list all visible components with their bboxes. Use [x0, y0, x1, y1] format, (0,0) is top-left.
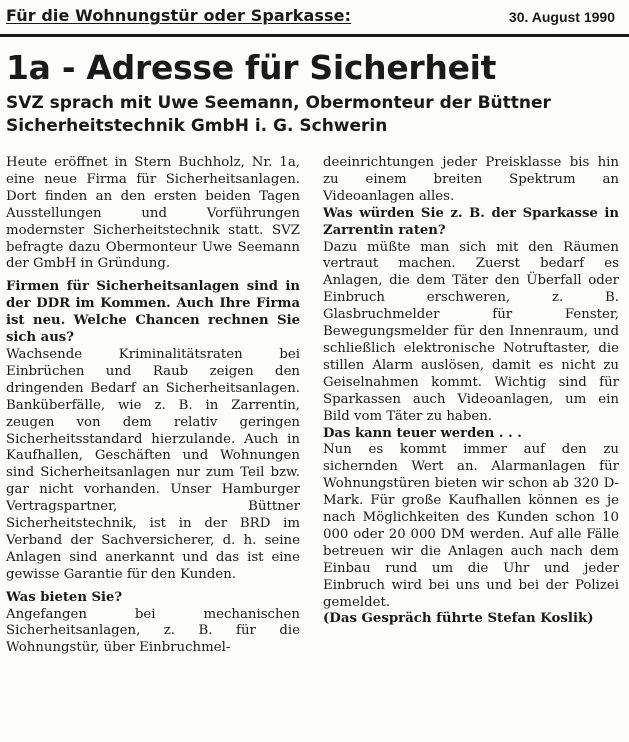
headline: 1a - Adresse für Sicherheit [6, 48, 497, 87]
answer-2-start: Angefangen bei mechanischen Sicherheitsanlagen, z. B. für die Wohnungstür, über Einbruchmel- [6, 606, 300, 656]
subhead-line-1: SVZ sprach mit Uwe Seemann, Obermonteur der Büttner [6, 93, 551, 113]
right-column [323, 155, 619, 628]
question-4: Das kann teuer werden . . . [323, 425, 522, 441]
publication-date: 30. August 1990 [508, 9, 615, 25]
header-rule [0, 34, 629, 37]
intro-paragraph: Heute eröffnet in Stern Buchholz, Nr. 1a, eine neue Firma für Sicherheitsanlagen. Dort finden an den ersten beiden Tagen Ausstellungen und Vorführungen modernster Sicherheitstechnik statt. SVZ befragte dazu Obermonteur Uwe Seemann der GmbH in Gründung. [6, 155, 300, 272]
subheadline [6, 92, 621, 138]
interview-credit: (Das Gespräch führte Stefan Koslik) [323, 611, 594, 627]
kicker-line: Für die Wohnungstür oder Sparkasse: [6, 6, 352, 25]
question-1: Firmen für Sicherheitsanlagen sind in der DDR im Kommen. Auch Ihre Firma ist neu. Welche Chancen rechnen Sie sich aus? [6, 279, 300, 346]
answer-4: Nun es kommt immer auf den zu sichernden Wert an. Alarmanlagen für Wohnungstüren bieten wir schon ab 320 D-Mark. Für große Kaufhallen können es je nach Möglichkeiten des Kunden schon 10 000 oder 20 000 DM werden. Auf alle Fälle betreuen wir die Anlagen auch nach dem Einbau rund um die Uhr und jeder Einbruch wird bei uns und bei der Polizei gemeldet. [323, 442, 619, 610]
answer-3: Dazu müßte man sich mit den Räumen vertraut machen. Zuerst bedarf es Anlagen, die dem Täter den Überfall oder Einbruch erschweren, z. B. Glasbruchmelder für Fenster, Bewegungsmelder für den Innenraum, und schließlich elektronische Notruftaster, die stillen Alarm auslösen, damit es nicht zu Geiselnahmen kommt. Wichtig sind für Sparkassen auch Videoanlagen, um ein Bild vom Täter zu haben. [323, 239, 619, 424]
question-2: Was bieten Sie? [6, 589, 123, 605]
answer-2-end: deeinrichtungen jeder Preisklasse bis hin zu einem breiten Spektrum an Videoanlagen alles. [323, 155, 619, 204]
answer-1: Wachsende Kriminalitätsraten bei Einbrüchen und Raub zeigen den dringenden Bedarf an Sicherheitsanlagen. Banküberfälle, wie z. B. in Zarrentin, zeugen von dem relativ geringen Sicherheitsstandard hierzulande. Auch in Kaufhallen, Geschäften und Wohnungen sind Sicherheitsanlagen nur zum Teil bzw. gar nicht vorhanden. Unser Hamburger Vertragspartner, Büttner Sicherheitstechnik, ist in der BRD im Verband der Sachversicherer, d. h. seine Anlagen sind anerkannt und das ist eine gewisse Garantie für den Kunden. [6, 346, 300, 582]
question-3: Was würden Sie z. B. der Sparkasse in Zarrentin raten? [323, 205, 619, 238]
subhead-line-2: Sicherheitstechnik GmbH i. G. Schwerin [6, 116, 388, 136]
left-column [6, 155, 300, 657]
